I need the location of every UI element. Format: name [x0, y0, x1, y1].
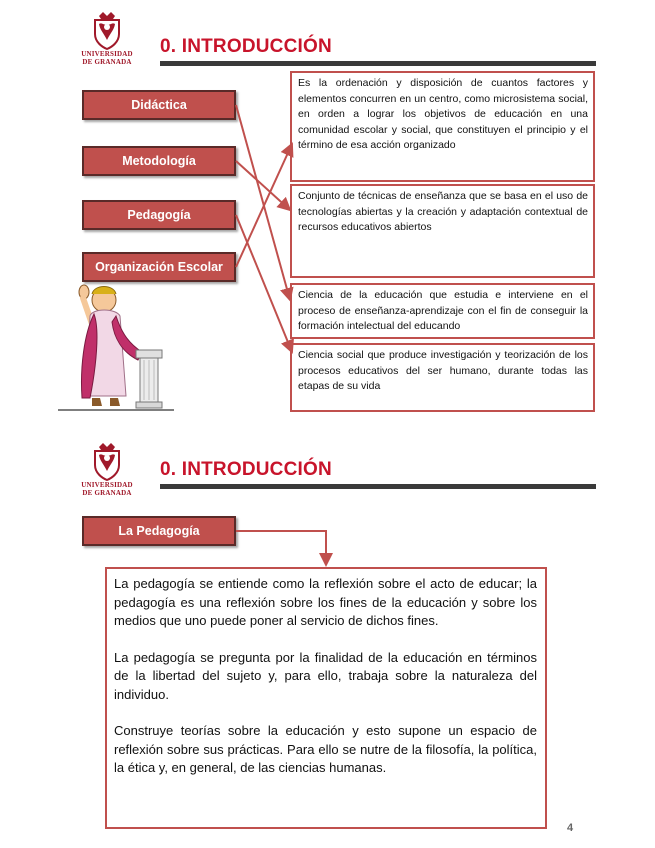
paragraph-2: La pedagogía se pregunta por la finalidad de la educación en términos de la libertad del sujeto y, para ello, trabaja sobre la naturaleza del individuo.: [114, 649, 537, 702]
label-la-pedagogia: La Pedagogía: [82, 516, 236, 546]
definition-didactica: Ciencia de la educación que estudia e interviene en el proceso de enseñanza-aprendizaje con el fin de conseguir la formación intelectual del educando: [290, 283, 595, 339]
term-metodologia: Metodología: [82, 146, 236, 176]
paragraph-3: Construye teorías sobre la educación y esto supone un espacio de reflexión sobre sus prácticas. Para ello se nutre de la filosofía, la política, la ética y, en general, de las ciencias humanas.: [114, 723, 537, 775]
logo-line-1: UNIVERSIDAD: [81, 50, 133, 58]
paragraph-1: La pedagogía se entiende como la reflexión sobre el acto de educar; la pedagogía es una reflexión sobre los fines de la educación y sobre los medios que uno puede poner al servicio de dichos fines.: [114, 576, 537, 628]
logo-line-2: DE GRANADA: [82, 58, 132, 66]
definition-organizacion-escolar: Es la ordenación y disposición de cuantos factores y elementos concurren en un centro, como microsistema social, en orden a lograr los objetivos de educación en una comunidad escolar y social, que constituyen el principio y el término de esa acción organizado: [290, 71, 595, 182]
slide1-title: 0. INTRODUCCIÓN: [160, 36, 332, 57]
definition-metodologia: Conjunto de técnicas de enseñanza que se basa en el uso de tecnologías abiertas y la creación y adaptación contextual de recursos educativos abiertos: [290, 184, 595, 278]
logo-line-1: UNIVERSIDAD: [81, 481, 133, 489]
slide2-title: 0. INTRODUCCIÓN: [160, 459, 332, 480]
pedagogia-text-box: [105, 567, 547, 829]
page-number: 4: [567, 822, 574, 834]
term-pedagogia: Pedagogía: [82, 200, 236, 230]
logo-line-2: DE GRANADA: [82, 489, 132, 497]
term-didactica: Didáctica: [82, 90, 236, 120]
definition-pedagogia: Ciencia social que produce investigación y teorización de los procesos educativos del ser humano, durante todas las etapas de su vida: [290, 343, 595, 412]
term-organizacion-escolar: Organización Escolar: [82, 252, 236, 282]
